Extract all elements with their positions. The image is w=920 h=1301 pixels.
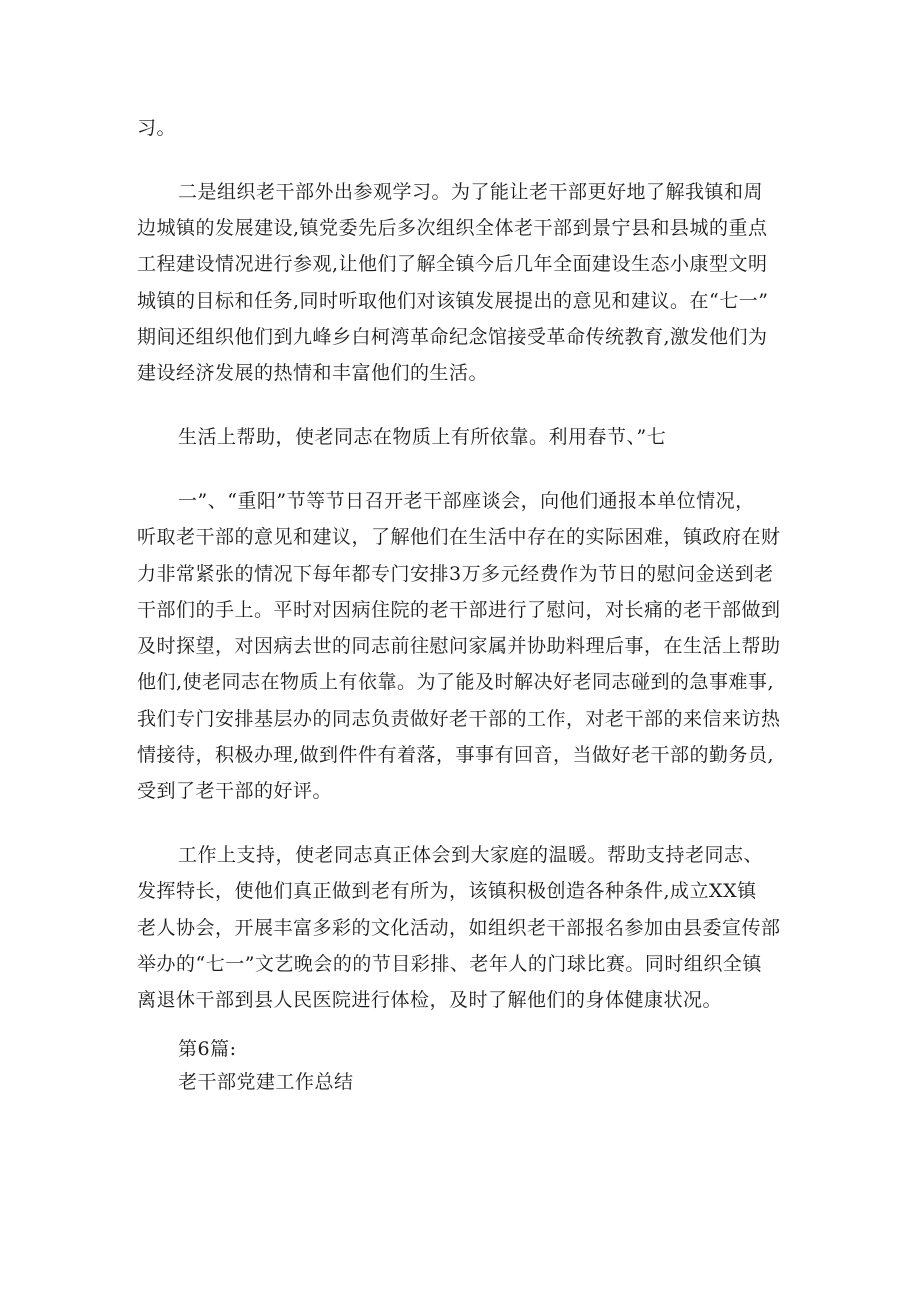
text-line: 举办的“七一”文艺晚会的的节目彩排、老年人的门球比赛。同时组织全镇: [137, 953, 762, 975]
text-line: 我们专门安排基层办的同志负责做好老干部的工作，对老干部的来信来访热: [137, 708, 781, 730]
text-line: 发挥特长，使他们真正做到老有所为，该镇积极创造各种条件,成立XX镇: [137, 880, 757, 902]
text-line: 老人协会，开展丰富多彩的文化活动，如组织老干部报名参加由县委宣传部: [137, 917, 781, 939]
text-line: 生活上帮助，使老同志在物质上有所依靠。利用春节、”七: [178, 426, 667, 448]
text-line: 工程建设情况进行参观,让他们了解全镇今后几年全面建设生态小康型文明: [137, 253, 768, 275]
text-line: 习。: [137, 117, 177, 139]
text-line: 听取老干部的意见和建议，了解他们在生活中存在的实际困难，镇政府在财: [137, 526, 781, 548]
text-line: 二是组织老干部外出参观学习。为了能让老干部更好地了解我镇和周: [178, 181, 764, 203]
text-line: 干部们的手上。平时对因病住院的老干部进行了慰问，对长痛的老干部做到: [137, 599, 781, 621]
text-line: 期间还组织他们到九峰乡白柯湾革命纪念馆接受革命传统教育,激发他们为: [137, 326, 768, 348]
text-line: 情接待，积极办理,做到件件有着落，事事有回音，当做好老干部的勤务员,: [137, 744, 775, 766]
text-line: 边城镇的发展建设,镇党委先后多次组织全体老干部到景宁县和县城的重点: [137, 217, 768, 239]
text-line: 城镇的目标和任务,同时听取他们对该镇发展提出的意见和建议。在“七一”: [137, 290, 769, 312]
section-label: 第6篇:: [178, 1038, 237, 1060]
text-line: 工作上支持，使老同志真正体会到大家庭的温暖。帮助支持老同志、: [178, 844, 764, 866]
text-line: 离退休干部到县人民医院进行体检，及时了解他们的身体健康状况。: [137, 989, 723, 1011]
text-line: 力非常紧张的情况下每年都专门安排3万多元经费作为节日的慰问金送到老: [137, 563, 774, 585]
text-line: 建设经济发展的热情和丰富他们的生活。: [137, 362, 489, 384]
text-line: 他们,使老同志在物质上有依靠。为了能及时解决好老同志碰到的急事难事,: [137, 671, 775, 693]
text-line: 一”、“重阳”节等节日召开老干部座谈会，向他们通报本单位情况，: [178, 490, 755, 512]
text-line: 及时探望，对因病去世的同志前往慰问家属并协助料理后事，在生活上帮助: [137, 635, 781, 657]
section-title: 老干部党建工作总结: [178, 1071, 354, 1093]
text-line: 受到了老干部的好评。: [137, 780, 333, 802]
